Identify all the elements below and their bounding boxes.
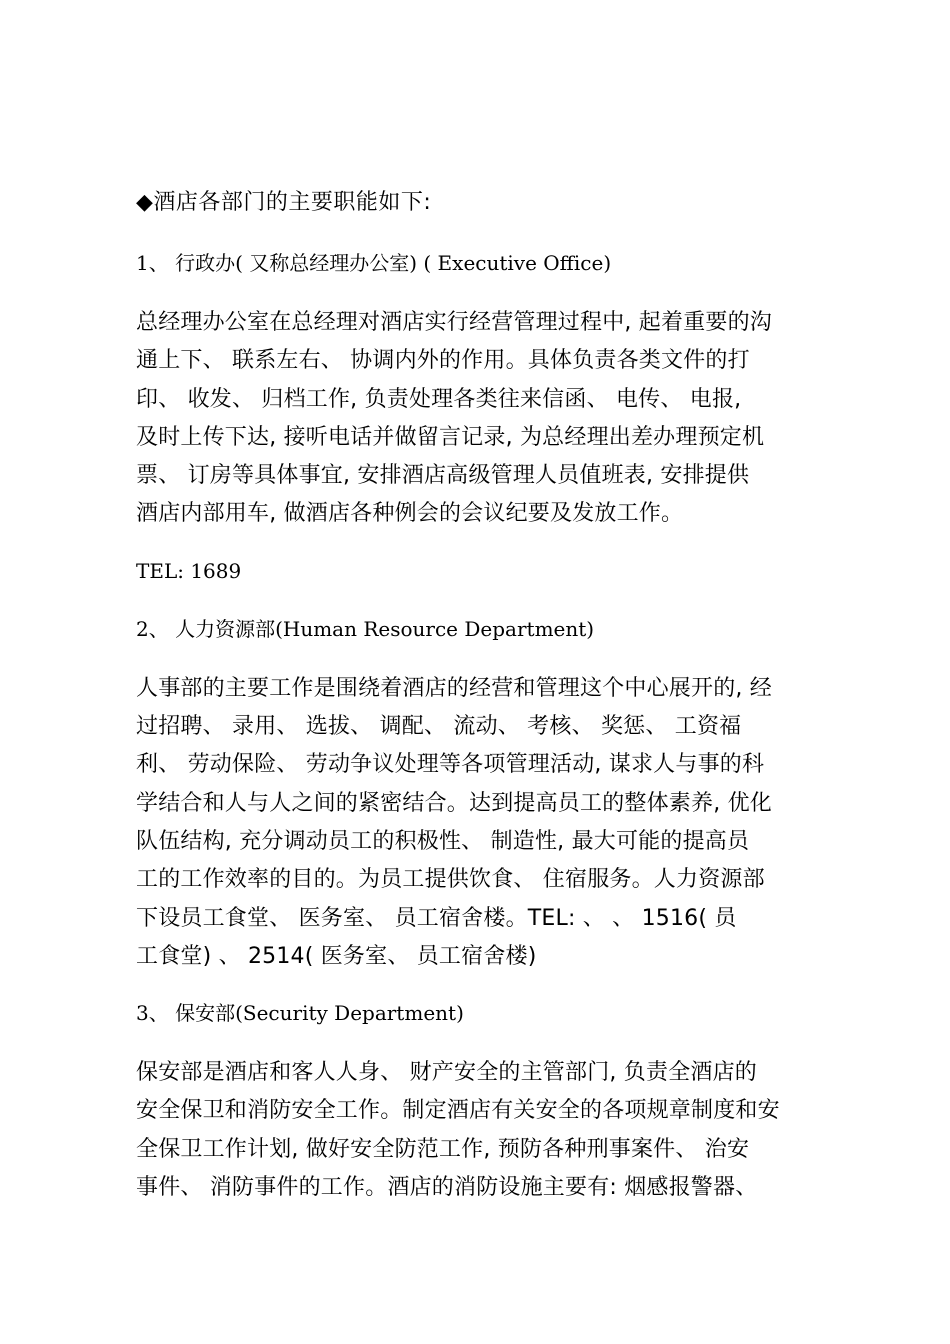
body-line: 下设员工食堂、 医务室、 员工宿舍楼。TEL: 、 、 1516( 员	[136, 905, 737, 931]
body-line: 工的工作效率的目的。为员工提供饮食、 住宿服务。人力资源部	[136, 867, 765, 893]
body-line: 工食堂) 、 2514( 医务室、 员工宿舍楼)	[136, 943, 537, 969]
body-line: 总经理办公室在总经理对酒店实行经营管理过程中, 起着重要的沟	[136, 310, 772, 335]
body-line: 学结合和人与人之间的紧密结合。达到提高员工的整体素养, 优化	[136, 790, 772, 816]
body-line: 通上下、 联系左右、 协调内外的作用。具体负责各类文件的打	[136, 348, 750, 374]
body-line: 过招聘、 录用、 选拔、 调配、 流动、 考核、 奖惩、 工资福	[136, 714, 742, 740]
body-line: 票、 订房等具体事宜, 安排酒店高级管理人员值班表, 安排提供	[136, 463, 750, 489]
document-page	[136, 186, 814, 1227]
body-line: 利、 劳动保险、 劳动争议处理等各项管理活动, 谋求人与事的科	[136, 752, 765, 778]
body-line: 事件、 消防事件的工作。酒店的消防设施主要有: 烟感报警器、	[136, 1175, 758, 1201]
executive-office-tel: TEL: 1689	[136, 558, 242, 583]
section-body-executive-office	[136, 304, 814, 534]
body-line: 人事部的主要工作是围绕着酒店的经营和管理这个中心展开的, 经	[136, 675, 772, 701]
body-line: 酒店内部用车, 做酒店各种例会的会议纪要及发放工作。	[136, 501, 684, 527]
section-body-human-resource	[136, 670, 814, 976]
body-line: 保安部是酒店和客人人身、 财产安全的主管部门, 负责全酒店的	[136, 1060, 757, 1086]
section-title-human-resource: 2、 人力资源部(Human Resource Department)	[136, 616, 595, 641]
body-line: 安全保卫和消防安全工作。制定酒店有关安全的各项规章制度和安	[136, 1098, 780, 1124]
body-line: 印、 收发、 归档工作, 负责处理各类往来信函、 电传、 电报,	[136, 386, 742, 412]
section-title-executive-office: 1、 行政办( 又称总经理办公室) ( Executive Office)	[136, 251, 612, 275]
document-heading: ◆酒店各部门的主要职能如下:	[136, 190, 432, 215]
section-body-security	[136, 1054, 814, 1207]
body-line: 全保卫工作计划, 做好安全防范工作, 预防各种刑事案件、 治安	[136, 1136, 750, 1162]
body-line: 队伍结构, 充分调动员工的积极性、 制造性, 最大可能的提高员	[136, 828, 750, 854]
section-title-security: 3、 保安部(Security Department)	[136, 1001, 464, 1026]
body-line: 及时上传下达, 接听电话并做留言记录, 为总经理出差办理预定机	[136, 424, 765, 450]
